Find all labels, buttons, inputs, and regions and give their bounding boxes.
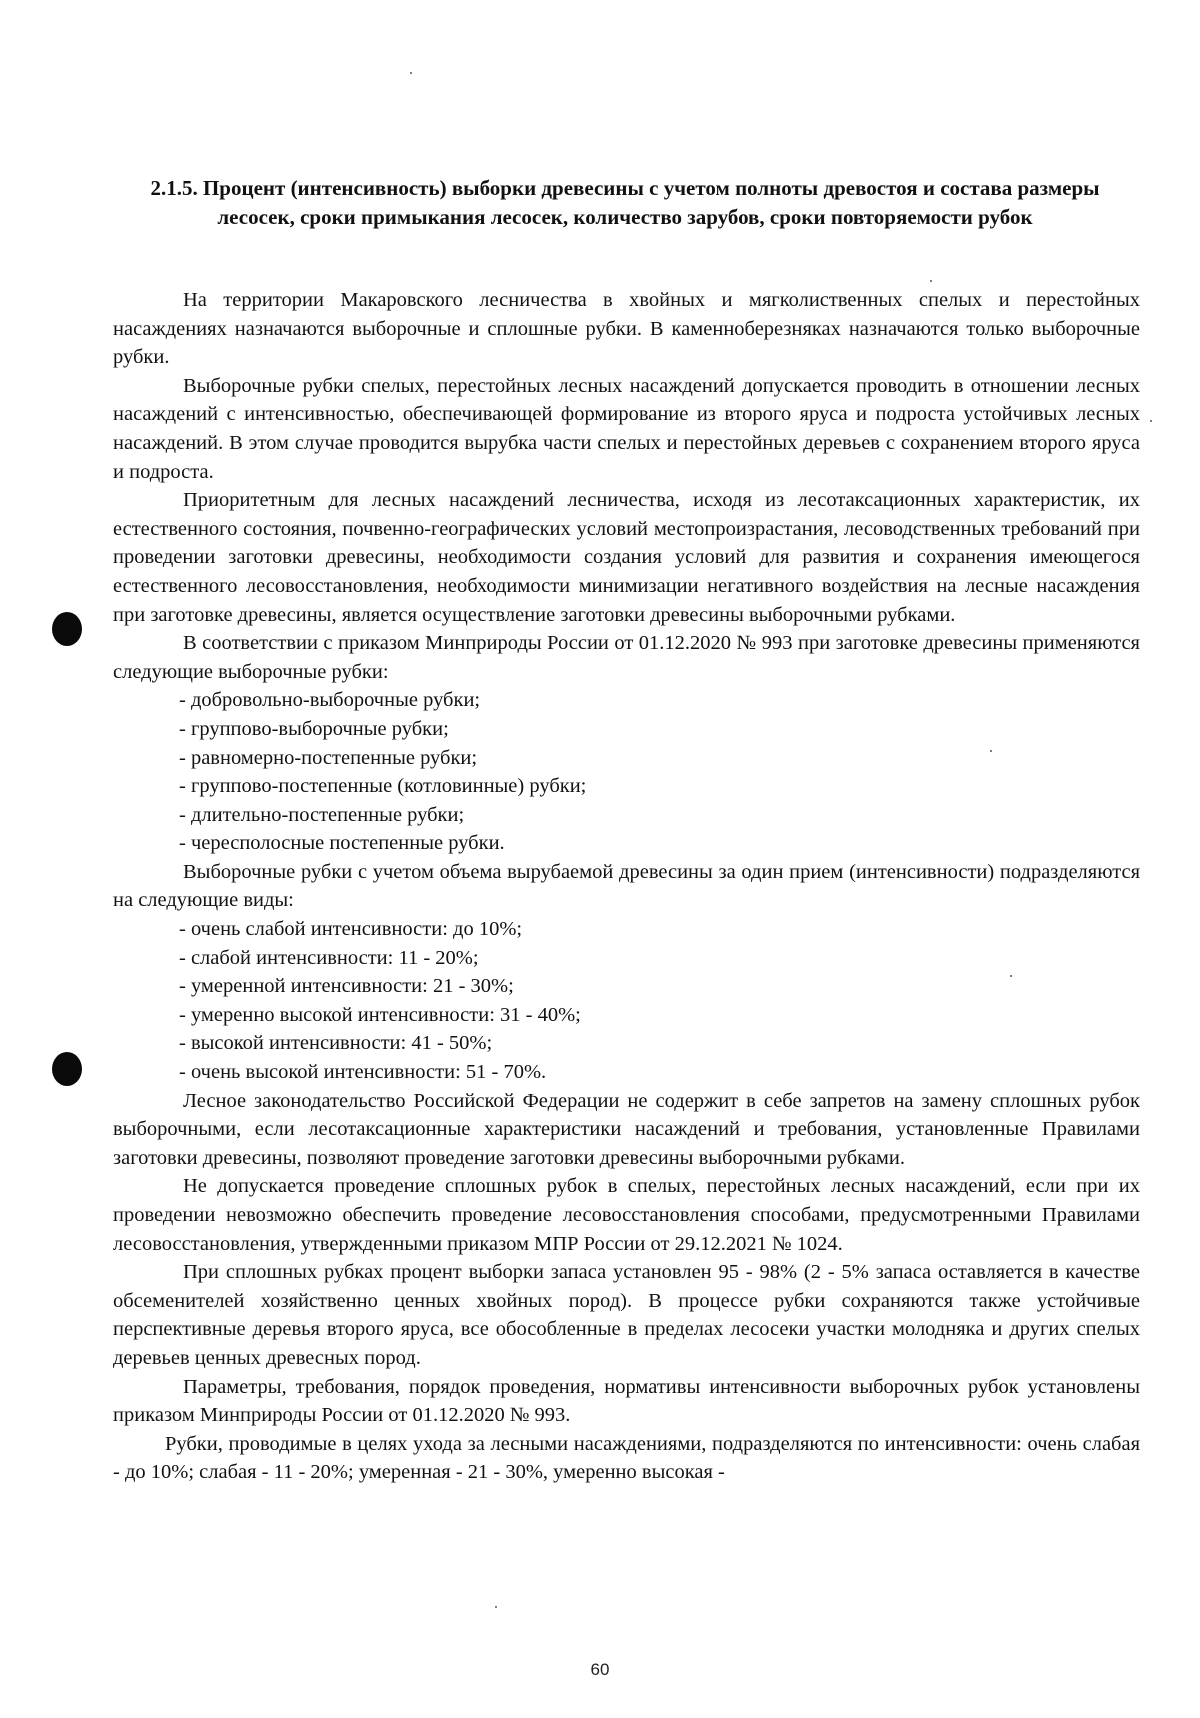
list-item: - умеренной интенсивности: 21 - 30%; bbox=[179, 975, 514, 998]
paragraph: Выборочные рубки с учетом объема вырубаемой древесины за один прием (интенсивности) подразделяются на следующие виды: bbox=[113, 860, 1140, 912]
paragraph: Выборочные рубки спелых, перестойных лесных насаждений допускается проводить в отношении лесных насаждений с интенсивностью, обеспечивающей формирование из второго яруса и подроста устойчивых лесных насаждений. В этом случае проводится вырубка части спелых и перестойных деревьев с сохранением второго яруса и подроста. bbox=[113, 374, 1140, 483]
list-item: - длительно-постепенные рубки; bbox=[179, 803, 465, 826]
paragraph: В соответствии с приказом Минприроды России от 01.12.2020 № 993 при заготовке древесины применяются следующие выборочные рубки: bbox=[113, 632, 1140, 683]
paragraph: Параметры, требования, порядок проведения, нормативы интенсивности выборочных рубок установлены приказом Минприроды России от 01.12.2020 № 993. bbox=[113, 1375, 1140, 1427]
scan-speck bbox=[495, 1606, 497, 1608]
paragraph: Не допускается проведение сплошных рубок в спелых, перестойных лесных насаждений, если при их проведении невозможно обеспечить проведение лесовосстановления способами, предусмотренными Правилами лесовосстановления, утвержденными приказом МПР России от 29.12.2021 № 1024. bbox=[113, 1175, 1140, 1255]
paragraph: На территории Макаровского лесничества в хвойных и мягколиственных спелых и перестойных насаждениях назначаются выборочные и сплошные рубки. В каменноберезняках назначаются только выборочные рубки. bbox=[113, 289, 1140, 369]
list-item: - добровольно-выборочные рубки; bbox=[179, 689, 481, 712]
list-item: - очень слабой интенсивности: до 10%; bbox=[179, 918, 523, 941]
list-item: - умеренно высокой интенсивности: 31 - 40%; bbox=[179, 1003, 581, 1026]
scan-speck bbox=[930, 280, 932, 282]
paragraph: Лесное законодательство Российской Федерации не содержит в себе запретов на замену сплошных рубок выборочными, если лесотаксационные характеристики насаждений и требования, установленные Правилами заготовки древесины, позволяют проведение заготовки древесины выборочными рубками. bbox=[113, 1089, 1140, 1169]
paragraph: Приоритетным для лесных насаждений лесничества, исходя из лесотаксационных характеристик, их естественного состояния, почвенно-географических условий местопроизрастания, лесоводственных требований при проведении заготовки древесины, необходимости создания условий для развития и сохранения имеющегося естественного лесовосстановления, необходимости минимизации негативного воздействия на лесные насаждения при заготовке древесины, является осуществление заготовки древесины выборочными рубками. bbox=[113, 489, 1140, 626]
list-item: - группово-постепенные (котловинные) рубки; bbox=[179, 775, 587, 798]
paragraph: Рубки, проводимые в целях ухода за лесными насаждениями, подразделяются по интенсивности: очень слабая - до 10%; слабая - 11 - 20%; умеренная - 21 - 30%, умеренно высокая - bbox=[113, 1432, 1140, 1484]
binder-hole bbox=[52, 1052, 82, 1086]
scan-speck bbox=[1150, 420, 1152, 422]
body-text bbox=[113, 286, 1140, 1487]
scan-speck bbox=[410, 72, 412, 74]
intensity-types-list bbox=[113, 915, 1140, 1087]
paragraph: При сплошных рубках процент выборки запаса установлен 95 - 98% (2 - 5% запаса оставляется в качестве обсеменителей хозяйственно ценных хвойных пород). В процессе рубки сохраняются также устойчивые перспективные деревья второго яруса, все обособленные в пределах лесосеки участки молодняка и других спелых деревьев ценных древесных пород. bbox=[113, 1261, 1140, 1369]
cut-types-list bbox=[113, 686, 1140, 858]
list-item: - чересполосные постепенные рубки. bbox=[179, 832, 505, 855]
list-item: - равномерно-постепенные рубки; bbox=[179, 746, 478, 769]
page-number: 60 bbox=[590, 1660, 610, 1679]
list-item: - группово-выборочные рубки; bbox=[179, 717, 449, 740]
binder-hole bbox=[52, 612, 82, 646]
list-item: - очень высокой интенсивности: 51 - 70%. bbox=[179, 1061, 547, 1084]
list-item: - высокой интенсивности: 41 - 50%; bbox=[179, 1032, 493, 1055]
section-heading: 2.1.5. Процент (интенсивность) выборки древесины с учетом полноты древостоя и состава размеры лесосек, сроки примыкания лесосек, количество зарубов, сроки повторяемости рубок bbox=[150, 176, 1100, 229]
list-item: - слабой интенсивности: 11 - 20%; bbox=[179, 946, 479, 969]
